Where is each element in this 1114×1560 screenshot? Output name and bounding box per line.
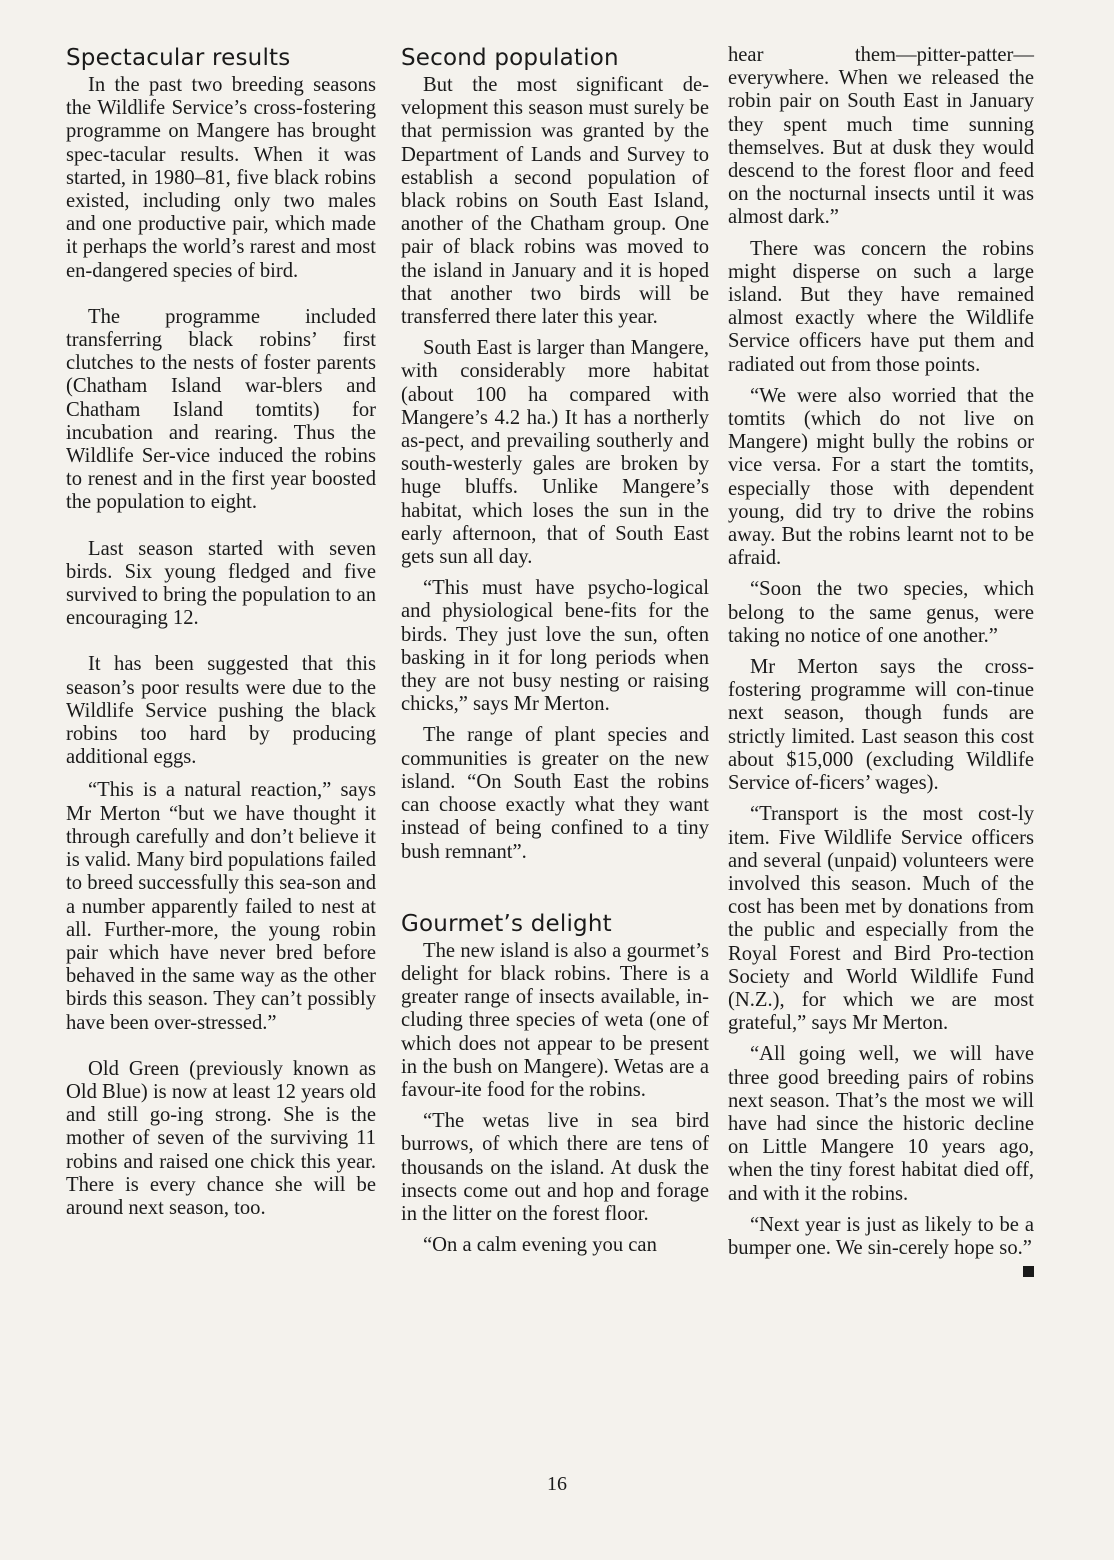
paragraph: “This is a natural reaction,” says Mr Merton “but we have thought it through carefully and don’t believe it is valid. Many bird populations failed to breed successfully this sea-son and a number apparently failed to nest at all. Further-more, the young robin pair which have never bred before behaved in the same way as the other birds this season. They can’t possibly have been over-stressed.” <box>66 779 377 1034</box>
paragraph: The programme included transferring black robins’ first clutches to the nests of foster parents (Chatham Island war-blers and Chatham Island tomtits) for incubation and rearing. Thus the Wildlife Ser-vice induced the robins to renest and in the first year boosted the population to eight. <box>66 305 376 514</box>
paragraph: The new island is also a gourmet’s delight for black robins. There is a greater range of insects available, in-cluding three species of weta (one of which does not appear to be present in the bush on Mangere). Wetas are a favour-ite food for the robins. <box>401 939 709 1101</box>
column-1 <box>66 44 376 1220</box>
final-text: “Next year is just as likely to be a bumper one. We sin-cerely hope so.” <box>728 1213 1034 1259</box>
paragraph: “This must have psycho-logical and physiological bene-fits for the birds. They just love the sun, often basking in it for long periods when they are not busy nesting or raising chicks,” says Mr Merton. <box>401 577 709 716</box>
paragraph: “Transport is the most cost-ly item. Five Wildlife Service officers and several (unpaid) volunteers were involved this season. Much of the cost has been met by donations from the public and especially from the Royal Forest and Bird Pro-tection Society and World Wildlife Fund (N.Z.), for which we are most grateful,” says Mr Merton. <box>728 803 1034 1035</box>
page-number: 16 <box>547 1473 567 1495</box>
paragraph: Mr Merton says the cross-fostering programme will con-tinue next season, though funds are strictly limited. Last season this cost about $15,000 (excluding Wildlife Service of-ficers’ wages). <box>728 656 1034 795</box>
paragraph: “The wetas live in sea bird burrows, of which there are tens of thousands on the island. At dusk the insects come out and hop and forage in the litter on the forest floor. <box>401 1110 709 1225</box>
paragraph: “On a calm evening you can <box>423 1234 657 1257</box>
paragraph: It has been suggested that this season’s poor results were due to the Wildlife Service pushing the black robins too hard by producing additional eggs. <box>66 653 376 769</box>
paragraph: But the most significant de-velopment this season must surely be that permission was granted by the Department of Lands and Survey to establish a second population of black robins on South East Island, another of the Chatham group. One pair of black robins was moved to the island in January and it is hoped that another two birds will be transferred there later this year. <box>401 74 709 329</box>
paragraph: “Soon the two species, which belong to the same genus, were taking no notice of one another.” <box>728 578 1034 647</box>
column-3 <box>728 44 1034 1277</box>
paragraph: Last season started with seven birds. Six young fledged and five survived to bring the population to an encouraging 12. <box>66 537 377 630</box>
paragraph-final <box>728 1214 1034 1260</box>
heading-second-population: Second population <box>401 45 619 71</box>
heading-spectacular-results: Spectacular results <box>66 45 291 71</box>
end-of-article-square-icon <box>1023 1266 1034 1277</box>
paragraph: There was concern the robins might disperse on such a large island. But they have remained almost exactly where the Wildlife Service officers have put them and radiated out from those points. <box>728 237 1034 376</box>
paragraph: In the past two breeding seasons the Wildlife Service’s cross-fostering programme on Mangere has brought spec-tacular results. When it was started, in 1980–81, five black robins existed, including only two males and one productive pair, which made it perhaps the world’s rarest and most en-dangered species of bird. <box>66 74 376 282</box>
column-2 <box>401 44 709 1257</box>
paragraph: The range of plant species and communities is greater on the new island. “On South East the robins can choose exactly what they want instead of being confined to a tiny bush remnant”. <box>401 724 709 863</box>
paragraph: “All going well, we will have three good breeding pairs of robins next season. That’s the most we will have had since the historic decline on Little Mangere 10 years ago, when the tiny forest habitat died off, and with it the robins. <box>728 1043 1034 1205</box>
paragraph: “We were also worried that the tomtits (which do not live on Mangere) might bully the robins or vice versa. For a start the tomtits, especially those with dependent young, did try to drive the robins away. But the robins learnt not to be afraid. <box>728 384 1034 570</box>
paragraph: hear them—pitter-patter—everywhere. When we released the robin pair on South East in January they spent much time sunning themselves. But at dusk they would descend to the forest floor and feed on the nocturnal insects until it was almost dark.” <box>728 44 1034 229</box>
heading-gourmets-delight: Gourmet’s delight <box>401 910 612 937</box>
paragraph: Old Green (previously known as Old Blue) is now at least 12 years old and still go-ing strong. She is the mother of seven of the surviving 11 robins and raised one chick this year. There is every chance she will be around next season, too. <box>66 1057 376 1219</box>
paragraph: South East is larger than Mangere, with considerably more habitat (about 100 ha compared with Mangere’s 4.2 ha.) It has a northerly as-pect, and prevailing southerly and south-westerly gales are broken by huge bluffs. Unlike Mangere’s habitat, which loses the sun in the early afternoon, that of South East gets sun all day. <box>401 337 709 569</box>
